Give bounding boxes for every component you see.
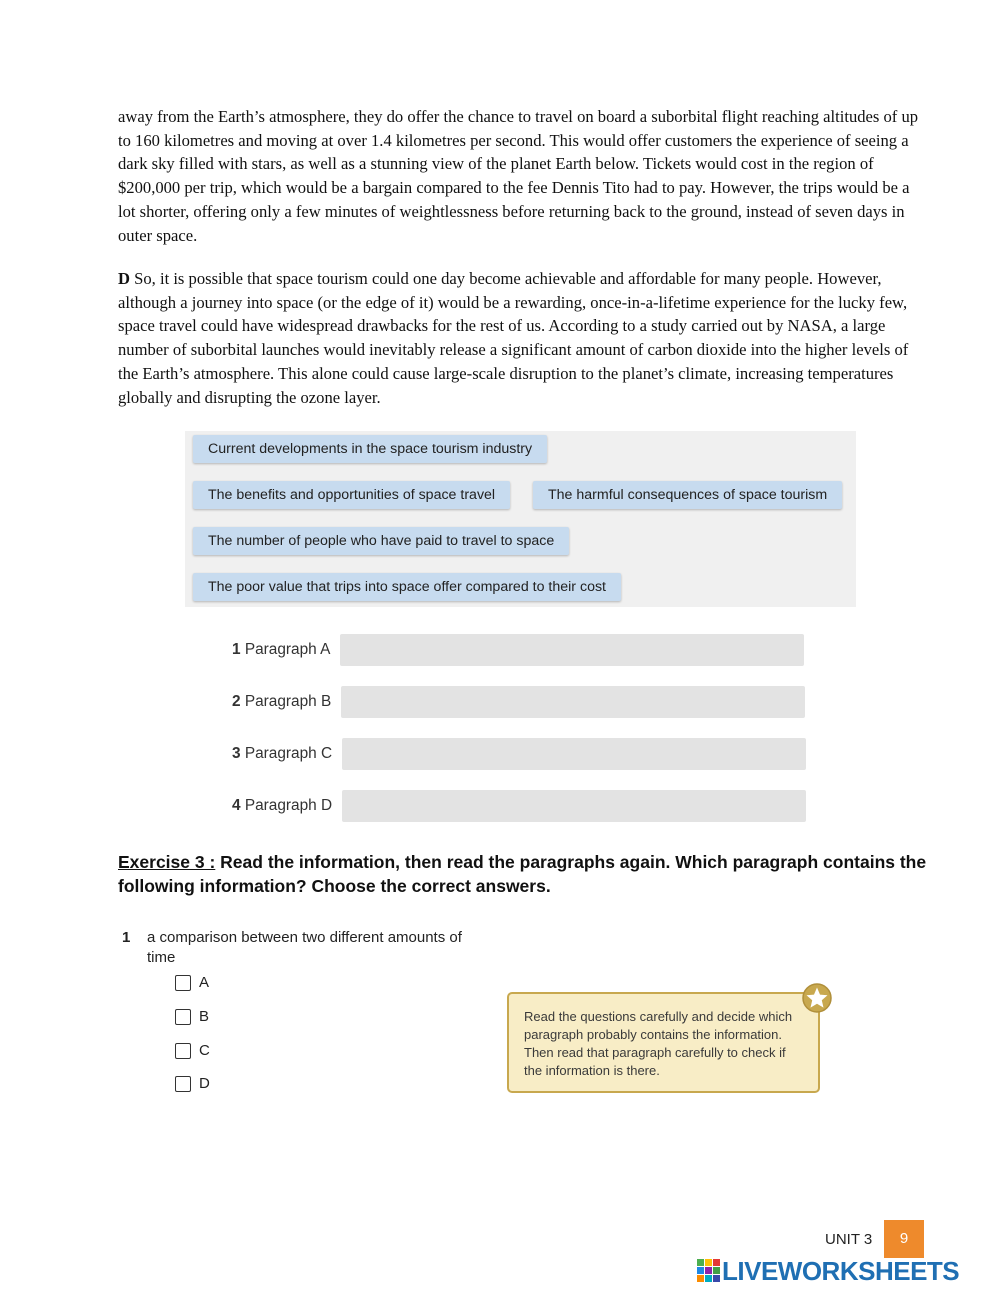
drop-zone-paragraph-c[interactable]: [342, 738, 806, 770]
checkbox[interactable]: [175, 1076, 191, 1092]
drop-zone-paragraph-b[interactable]: [341, 686, 805, 718]
draggable-answer-option[interactable]: The harmful consequences of space tourism: [533, 481, 842, 509]
star-badge-icon: [801, 982, 833, 1014]
draggable-answer-option[interactable]: Current developments in the space tourism industry: [193, 435, 547, 463]
exercise-3-label: Exercise 3 :: [118, 852, 216, 872]
checkbox[interactable]: [175, 1009, 191, 1025]
reading-paragraph-d: [118, 267, 923, 409]
match-number: 2: [232, 693, 241, 710]
match-label: Paragraph C: [244, 745, 333, 762]
question-number: 1: [122, 929, 131, 946]
paragraph-letter: D: [118, 269, 130, 288]
option-label: B: [199, 1008, 210, 1025]
checkbox[interactable]: [175, 975, 191, 991]
answer-bank: [185, 431, 856, 607]
exercise-3-text: Read the information, then read the paragraphs again. Which paragraph contains the following information? Choose the correct answers.: [118, 852, 927, 896]
match-number: 3: [232, 745, 241, 762]
paragraph-text: So, it is possible that space tourism could one day become achievable and affordable for many people. However, although a journey into space (or the edge of it) would be a rewarding, once-in-a-lifetime experience for the lucky few, space travel could have widespread drawbacks for the rest of us. According to a study carried out by NASA, a large number of suborbital launches would inevitably release a significant amount of carbon dioxide into the higher levels of the Earth’s atmosphere. This alone could cause large-scale disruption to the planet’s climate, increasing temperatures globally and disrupting the ozone layer.: [118, 269, 909, 407]
question-text: a comparison between two different amounts of time: [147, 929, 462, 966]
brand-name: LIVEWORKSHEETS: [722, 1256, 960, 1286]
draggable-answer-option[interactable]: The benefits and opportunities of space travel: [193, 481, 510, 509]
draggable-answer-option[interactable]: The poor value that trips into space offer compared to their cost: [193, 573, 621, 601]
page-number: 9: [884, 1220, 924, 1258]
drop-zone-paragraph-a[interactable]: [340, 634, 804, 666]
reading-paragraph-c-continued: away from the Earth’s atmosphere, they do offer the chance to travel on board a suborbital flight reaching altitudes of up to 160 kilometres and moving at over 1.4 kilometres per second. This would offer customers the experience of seeing a dark sky filled with stars, as well as a stunning view of the planet Earth below. Tickets would cost in the region of $200,000 per trip, which would be a bargain compared to the fee Dennis Tito had to pay. However, the trips would be a lot shorter, offering only a few minutes of weightlessness before returning back to the ground, instead of seven days in outer space.: [118, 107, 919, 245]
match-label: Paragraph D: [244, 797, 333, 814]
drop-zone-paragraph-d[interactable]: [342, 790, 806, 822]
match-label: Paragraph B: [244, 693, 332, 710]
option-label: D: [199, 1075, 210, 1092]
exercise-3-instructions: [118, 850, 938, 898]
unit-label: UNIT 3: [825, 1231, 873, 1248]
draggable-answer-option[interactable]: The number of people who have paid to travel to space: [193, 527, 569, 555]
option-label: A: [199, 974, 210, 991]
match-label: Paragraph A: [244, 641, 331, 658]
option-label: C: [199, 1042, 210, 1059]
match-number: 4: [232, 797, 241, 814]
checkbox[interactable]: [175, 1043, 191, 1059]
logo-grid-icon: [697, 1259, 721, 1283]
tip-box: Read the questions carefully and decide which paragraph probably contains the information. Then read that paragraph carefully to check if the information is there.: [507, 992, 820, 1093]
match-number: 1: [232, 641, 241, 658]
